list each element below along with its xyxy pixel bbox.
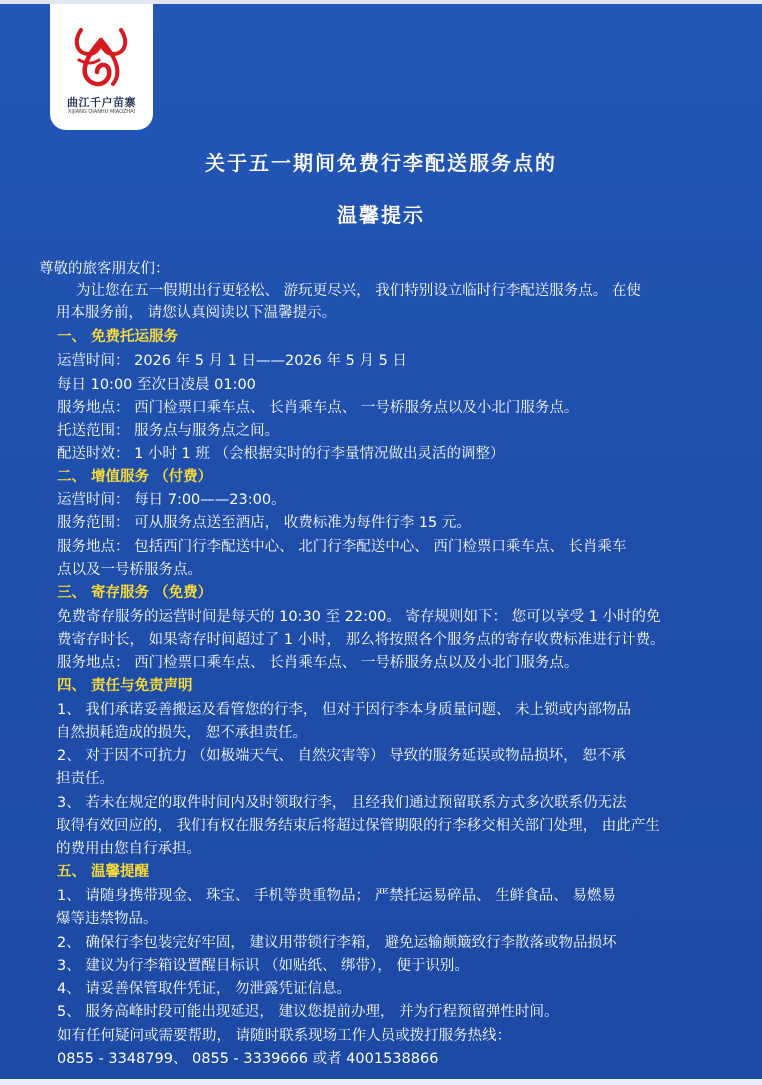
- section-line: 4、 请妥善保管取件凭证， 勿泄露凭证信息。: [57, 981, 351, 997]
- section-heading-free-delivery: 一、 免费托运服务: [57, 329, 179, 345]
- contact-phones: 0855 - 3348799、 0855 - 3339666 或者 4001538866: [57, 1051, 439, 1067]
- intro-line: 用本服务前， 请您认真阅读以下温馨提示。: [56, 305, 337, 321]
- contact-line: 如有任何疑问或需要帮助， 请随时联系现场工作人员或拨打服务热线：: [57, 1028, 512, 1044]
- page-title-line-2: 温馨提示: [337, 203, 425, 227]
- logo-name: 曲江千户苗寨: [67, 96, 136, 109]
- bottom-border: [0, 1079, 762, 1085]
- section-line: 取得有效回应的， 我们有权在服务结束后将超过保管期限的行李移交相关部门处理， 由此产生: [56, 818, 660, 834]
- section-line: 每日 10:00 至次日凌晨 01:00: [57, 377, 256, 393]
- section-line: 免费寄存服务的运营时间是每天的 10:30 至 22:00。 寄存规则如下： 您可以享受 1 小时的免: [57, 609, 661, 625]
- section-line: 1、 请随身携带现金、 珠宝、 手机等贵重物品； 严禁托运易碎品、 生鲜食品、 易燃易: [57, 888, 616, 904]
- section-line: 3、 若未在规定的取件时间内及时领取行李， 且经我们通过预留联系方式多次联系仍无法: [57, 795, 627, 811]
- section-line: 费寄存时长， 如果寄存时间超过了 1 小时， 那么将按照各个服务点的寄存收费标准进行计费。: [57, 632, 665, 648]
- section-line: 担责任。: [56, 771, 114, 787]
- section-line: 2、 确保行李包装完好牢固， 建议用带锁行李箱， 避免运输颠簸致行李散落或物品损坏: [57, 935, 617, 951]
- section-line: 的费用由您自行承担。: [56, 841, 201, 857]
- section-line: 3、 建议为行李箱设置醒目标识 （如贴纸、 绑带）， 便于识别。: [57, 958, 469, 974]
- intro-line: 为让您在五一假期出行更轻松、 游玩更尽兴， 我们特别设立临时行李配送服务点。 在使: [76, 283, 641, 299]
- section-heading-storage: 三、 寄存服务 （免费）: [57, 585, 213, 601]
- page-title-line-1: 关于五一期间免费行李配送服务点的: [205, 151, 557, 175]
- logo-mark-icon: [71, 24, 131, 92]
- section-line: 服务地点： 西门检票口乘车点、 长肖乘车点、 一号桥服务点以及小北门服务点。: [57, 655, 579, 671]
- section-line: 配送时效： 1 小时 1 班 （会根据实时的行李量情况做出灵活的调整）: [57, 446, 505, 462]
- section-heading-reminders: 五、 温馨提醒: [57, 864, 150, 880]
- section-heading-disclaimer: 四、 责任与免责声明: [57, 678, 193, 694]
- section-heading-value-added: 二、 增值服务 （付费）: [57, 469, 213, 485]
- logo-card: [50, 4, 153, 130]
- section-line: 服务地点： 西门检票口乘车点、 长肖乘车点、 一号桥服务点以及小北门服务点。: [57, 400, 579, 416]
- greeting: 尊敬的旅客朋友们：: [39, 261, 170, 277]
- section-line: 自然损耗造成的损失， 恕不承担责任。: [56, 725, 308, 741]
- section-line: 运营时间： 每日 7:00——23:00。: [57, 492, 286, 508]
- logo-subtitle: XIJIANG QIANHU MIAOZHAI: [67, 109, 136, 115]
- section-line: 5、 服务高峰时段可能出现延迟， 建议您提前办理， 并为行程预留弹性时间。: [57, 1004, 559, 1020]
- section-line: 运营时间： 2026 年 5 月 1 日——2026 年 5 月 5 日: [57, 353, 407, 369]
- section-line: 服务范围： 可从服务点送至酒店， 收费标准为每件行李 15 元。: [57, 515, 471, 531]
- section-line: 托送范围： 服务点与服务点之间。: [57, 423, 280, 439]
- section-line: 2、 对于因不可抗力 （如极端天气、 自然灾害等） 导致的服务延误或物品损坏， 恕不承: [57, 748, 626, 764]
- section-line: 1、 我们承诺妥善搬运及看管您的行李， 但对于因行李本身质量问题、 未上锁或内部物品: [57, 702, 632, 718]
- section-line: 爆等违禁物品。: [56, 911, 158, 927]
- section-line: 服务地点： 包括西门行李配送中心、 北门行李配送中心、 西门检票口乘车点、 长肖乘车: [57, 539, 627, 555]
- section-line: 点以及一号桥服务点。: [57, 562, 202, 578]
